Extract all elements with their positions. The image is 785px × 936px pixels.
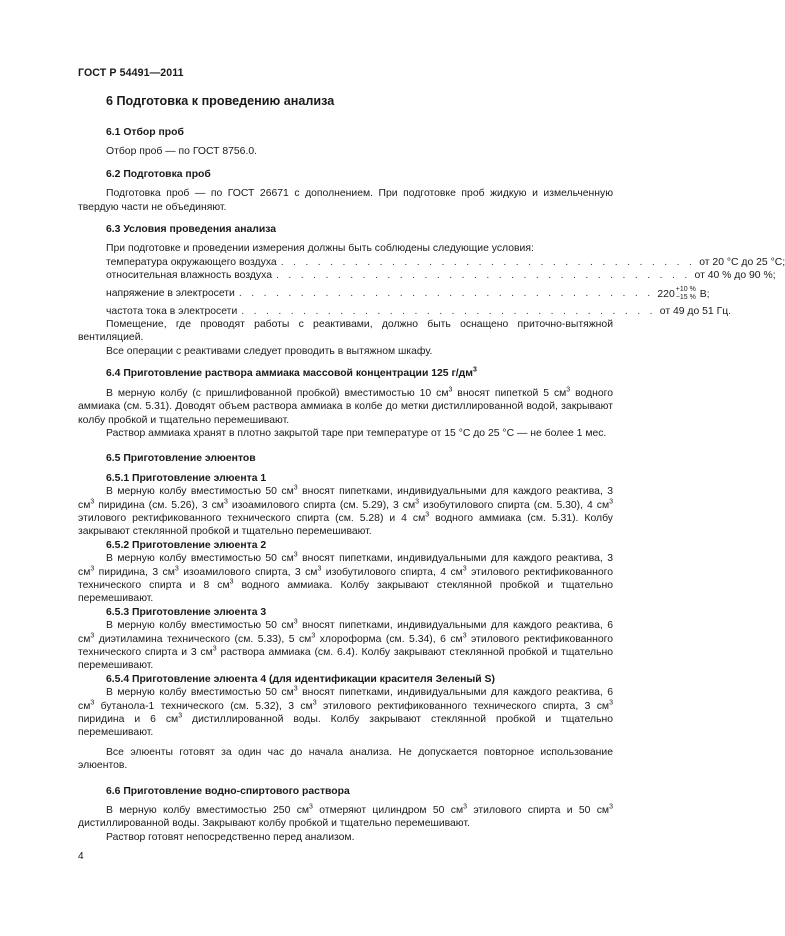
subsection-title-6-2: 6.2 Подготовка проб [106,168,211,180]
subsection-title-6-5-2: 6.5.2 Приготовление элюента 2 [106,539,267,551]
condition-voltage: напряжение в электросети . . . . . . . . . . . . . . . . . . . . . . . . . . . . . . . . . . 220 +10 % −15 % В; [106,285,710,301]
paragraph: Помещение, где проводят работы с реактивами, должно быть оснащено приточно-вытяжной вентиляцией. [78,319,613,344]
paragraph: Все операции с реактивами следует проводить в вытяжном шкафу. [106,345,433,357]
condition-frequency: частота тока в электросети . . . . . . . . . . . . . . . . . . . . . . . . . . . . . . . . . . от 49 до 51 Гц. [106,305,732,317]
condition-temperature: температура окружающего воздуха . . . . . . . . . . . . . . . . . . . . . . . . . . . . . . . . . . от 20 °С до 25 °С; [106,256,785,268]
subsection-title-6-5-1: 6.5.1 Приготовление элюента 1 [106,472,267,484]
paragraph: Раствор готовят непосредственно перед анализом. [106,831,355,843]
paragraph: При подготовке и проведении измерения должны быть соблюдены следующие условия: [106,243,534,255]
document-body [78,126,785,844]
paragraph: В мерную колбу вместимостью 250 $см^3$ отмеряют цилиндром 50 $см^3$ этилового спирта и 50 $см^3$ дистиллированной воды. Закрывают колбу пробкой и тщательно перемешивают. [78,803,613,830]
condition-humidity: относительная влажность воздуха . . . . . . . . . . . . . . . . . . . . . . . . . . . . . . . . . . от 40 % до 90 %; [106,270,776,282]
paragraph: В мерную колбу (с пришлифованной пробкой) вместимостью 10 $см^3$ вносят пипеткой 5 $см^3$ водного аммиака (см. 5.31). Доводят объем раствора аммиака в колбе до метки дистиллированной водой, закрывают колбу пробкой и тщательно перемешивают. [78,386,613,426]
paragraph: В мерную колбу вместимостью 50 $см^3$ вносят пипетками, индивидуальными для каждого реактива, 3 $см^3$ пиридина (см. 5.26), 3 $см^3$ изоамилового спирта (см. 5.29), 3 $см^3$ изобутилового спирта (см. 5.30), 4 $см^3$ этилового ректификованного технического спирта (см. 5.28) и 4 $см^3$ водного аммиака (см. 5.31). Колбу закрывают стеклянной пробкой и тщательно перемешивают. [78,484,613,538]
subsection-title-6-5-4: 6.5.4 Приготовление элюента 4 (для идентификации красителя Зеленый S) [106,673,495,685]
section-title: 6 Подготовка к проведению анализа [106,94,335,108]
paragraph: Отбор проб — по ГОСТ 8756.0. [106,146,258,158]
paragraph: Все элюенты готовят за один час до начала анализа. Не допускается повторное использование элюентов. [78,746,613,772]
voltage-tolerance: +10 % −15 % [675,285,696,301]
paragraph: В мерную колбу вместимостью 50 $см^3$ вносят пипетками, индивидуальными для каждого реактива, 3 $см^3$ пиридина, 3 $см^3$ изоамилового спирта, 3 $см^3$ изобутилового спирта, 4 $см^3$ этилового ректификованного технического спирта и 8 $см^3$ водного аммиака. Колбу закрывают стеклянной пробкой и тщательно перемешивают. [78,551,614,605]
page-number: 4 [78,851,84,862]
subsection-title-6-6: 6.6 Приготовление водно-спиртового раствора [106,785,350,797]
paragraph: Подготовка проб — по ГОСТ 26671 с дополнением. При подготовке проб жидкую и измельченную твердую части не объединяют. [78,188,613,213]
subsection-title-6-4: 6.4 Приготовление раствора аммиака массовой концентрации 125 $г/дм^3$ [106,366,477,380]
subsection-title-6-3: 6.3 Условия проведения анализа [106,224,277,236]
paragraph: Раствор аммиака хранят в плотно закрытой таре при температуре от 15 °С до 25 °С — не более 1 мес. [106,427,607,439]
subsection-title-6-1: 6.1 Отбор проб [106,127,184,138]
paragraph: В мерную колбу вместимостью 50 $см^3$ вносят пипетками, индивидуальными для каждого реактива, 6 $см^3$ диэтиламина технического (см. 5.33), 5 $см^3$ хлороформа (см. 5.34), 6 $см^3$ этилового ректификованного технического спирта и 3 $см^3$ раствора аммиака (см. 6.4). Колбу закрывают стеклянной пробкой и тщательно перемешивают. [78,618,613,672]
paragraph: В мерную колбу вместимостью 50 $см^3$ вносят пипетками, индивидуальными для каждого реактива, 6 $см^3$ бутанола-1 технического (см. 5.32), 3 $см^3$ этилового ректификованного технического спирта, 3 $см^3$ пиридина и 6 $см^3$ дистиллированной воды. Колбу закрывают стеклянной пробкой и тщательно перемешивают. [78,685,614,739]
subsection-title-6-5-3: 6.5.3 Приготовление элюента 3 [106,606,267,618]
document-header: ГОСТ Р 54491—2011 [78,67,184,79]
subsection-title-6-5: 6.5 Приготовление элюентов [106,453,256,465]
